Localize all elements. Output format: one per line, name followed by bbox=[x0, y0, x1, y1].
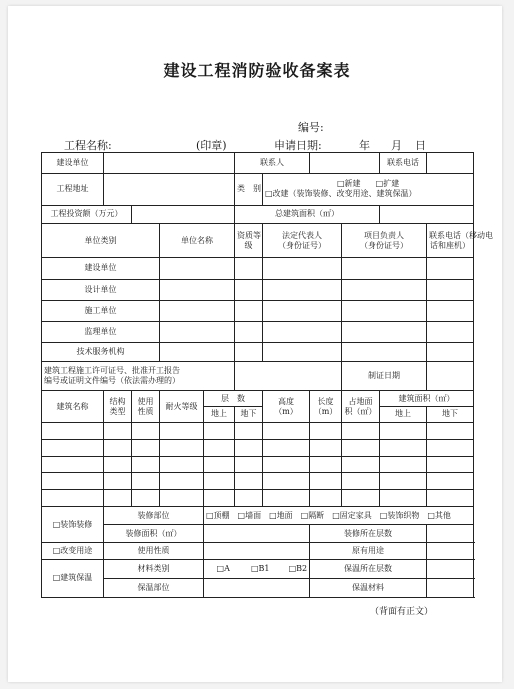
table-row bbox=[42, 300, 474, 321]
permit-value[interactable] bbox=[235, 361, 342, 391]
builder-value[interactable] bbox=[104, 153, 235, 174]
class-a-checkbox[interactable]: □A bbox=[216, 563, 230, 573]
building-area-header: 建筑面积（㎡） bbox=[380, 391, 474, 407]
decoration-checkbox[interactable]: □装饰装修 bbox=[42, 507, 104, 543]
unit-type-cell: 施工单位 bbox=[42, 300, 160, 321]
table-row bbox=[42, 422, 474, 439]
project-name-label: 工程名称: bbox=[64, 139, 112, 152]
phone-label: 联系电话 bbox=[380, 153, 427, 174]
table-row bbox=[42, 456, 474, 473]
expansion-checkbox[interactable]: □扩建 bbox=[375, 179, 400, 189]
decoration-row bbox=[42, 525, 474, 543]
reverse-side-note: （背面有正文） bbox=[370, 607, 434, 617]
insulation-part-label: 保温部位 bbox=[104, 578, 204, 597]
table-row bbox=[42, 258, 474, 279]
original-use-value[interactable] bbox=[427, 542, 474, 559]
investment-value[interactable] bbox=[132, 205, 235, 223]
decoration-row bbox=[42, 507, 474, 525]
floors-below-header: 地下 bbox=[235, 407, 263, 423]
structure-header: 结构 类型 bbox=[104, 391, 132, 423]
length-header: 长度 （m） bbox=[310, 391, 342, 423]
area-above-header: 地上 bbox=[380, 407, 427, 423]
insulation-material-label: 保温材料 bbox=[310, 578, 427, 597]
use-change-checkbox[interactable]: □改变用途 bbox=[42, 542, 104, 559]
insulation-checkbox[interactable]: □建筑保温 bbox=[42, 559, 104, 597]
table-row bbox=[42, 439, 474, 456]
unit-name-header: 单位名称 bbox=[160, 223, 235, 258]
unit-type-cell: 技术服务机构 bbox=[42, 342, 160, 361]
class-b2-checkbox[interactable]: □B2 bbox=[288, 563, 308, 573]
decoration-area-value[interactable] bbox=[204, 525, 310, 543]
use-change-row bbox=[42, 542, 474, 559]
decoration-area-label: 装修面积（㎡） bbox=[104, 525, 204, 543]
decoration-part-options[interactable]: □顶棚 □墙面 □地面 □隔断 □固定家具 □装饰织物 □其他 bbox=[204, 507, 474, 525]
table-row bbox=[42, 174, 474, 206]
day-label: 日 bbox=[415, 139, 426, 152]
table-row bbox=[42, 342, 474, 361]
table-row bbox=[42, 279, 474, 300]
area-below-header: 地下 bbox=[427, 407, 474, 423]
contact-label: 联系人 bbox=[235, 153, 310, 174]
height-header: 高度 （m） bbox=[263, 391, 310, 423]
material-type-label: 材料类别 bbox=[104, 559, 204, 578]
insulation-floor-label: 保温所在层数 bbox=[310, 559, 427, 578]
floors-header: 层 数 bbox=[204, 391, 263, 407]
decoration-part-label: 装修部位 bbox=[104, 507, 204, 525]
unit-type-cell: 建设单位 bbox=[42, 258, 160, 279]
site-label: 工程地址 bbox=[42, 174, 104, 206]
unit-type-cell: 设计单位 bbox=[42, 279, 160, 300]
use-header: 使用 性质 bbox=[132, 391, 160, 423]
category-label: 类 别 bbox=[235, 174, 263, 206]
builder-label: 建设单位 bbox=[42, 153, 104, 174]
use-nature-value[interactable] bbox=[204, 542, 310, 559]
phone-value[interactable] bbox=[427, 153, 474, 174]
cert-date-value[interactable] bbox=[427, 361, 474, 391]
footprint-header: 占地面 积（㎡） bbox=[342, 391, 380, 423]
total-area-label: 总建筑面积（㎡） bbox=[235, 205, 380, 223]
fire-rating-header: 耐火等级 bbox=[160, 391, 204, 423]
apply-date-label: 申请日期: bbox=[274, 139, 322, 152]
qualification-header: 资质等 级 bbox=[235, 223, 263, 258]
floors-above-header: 地上 bbox=[204, 407, 235, 423]
project-manager-header: 项目负责人 （身份证号） bbox=[342, 223, 427, 258]
unit-phone-header: 联系电话（移动电 话和座机） bbox=[427, 223, 474, 258]
category-options bbox=[263, 174, 474, 206]
year-label: 年 bbox=[359, 139, 370, 152]
building-name-header: 建筑名称 bbox=[42, 391, 104, 423]
class-b1-checkbox[interactable]: □B1 bbox=[250, 563, 270, 573]
table-row bbox=[42, 321, 474, 342]
unit-type-cell: 监理单位 bbox=[42, 321, 160, 342]
table-row bbox=[42, 490, 474, 507]
insulation-material-value[interactable] bbox=[427, 578, 474, 597]
permit-label: 建筑工程施工许可证号、批准开工报告 编号或证明文件编号（依法需办理的） bbox=[42, 361, 235, 391]
site-value[interactable] bbox=[104, 174, 235, 206]
use-nature-label: 使用性质 bbox=[104, 542, 204, 559]
number-label: 编号: bbox=[298, 121, 324, 134]
insulation-row bbox=[42, 578, 474, 597]
seal-label: (印章) bbox=[196, 139, 227, 152]
decoration-floor-label: 装修所在层数 bbox=[310, 525, 427, 543]
legal-rep-header: 法定代表人 （身份证号） bbox=[263, 223, 342, 258]
contact-value[interactable] bbox=[310, 153, 380, 174]
table-row bbox=[42, 153, 474, 174]
total-area-value[interactable] bbox=[380, 205, 474, 223]
table-row bbox=[42, 473, 474, 490]
cert-date-label: 制证日期 bbox=[342, 361, 427, 391]
building-header-row bbox=[42, 391, 474, 407]
original-use-label: 原有用途 bbox=[310, 542, 427, 559]
insulation-row bbox=[42, 559, 474, 578]
insulation-part-value[interactable] bbox=[204, 578, 310, 597]
filing-form-table bbox=[41, 152, 493, 598]
investment-label: 工程投资额（万元） bbox=[42, 205, 132, 223]
month-label: 月 bbox=[391, 139, 402, 152]
decoration-floor-value[interactable] bbox=[427, 525, 474, 543]
material-type-options bbox=[204, 559, 310, 578]
table-row bbox=[42, 205, 474, 223]
insulation-floor-value[interactable] bbox=[427, 559, 474, 578]
form-title: 建设工程消防验收备案表 bbox=[163, 61, 351, 80]
rebuild-checkbox[interactable]: □改建（装饰装修、改变用途、建筑保温） bbox=[265, 189, 417, 199]
unit-header-row bbox=[42, 223, 474, 258]
unit-type-header: 单位类别 bbox=[42, 223, 160, 258]
new-build-checkbox[interactable]: □新建 bbox=[337, 179, 361, 189]
permit-row bbox=[42, 361, 474, 391]
